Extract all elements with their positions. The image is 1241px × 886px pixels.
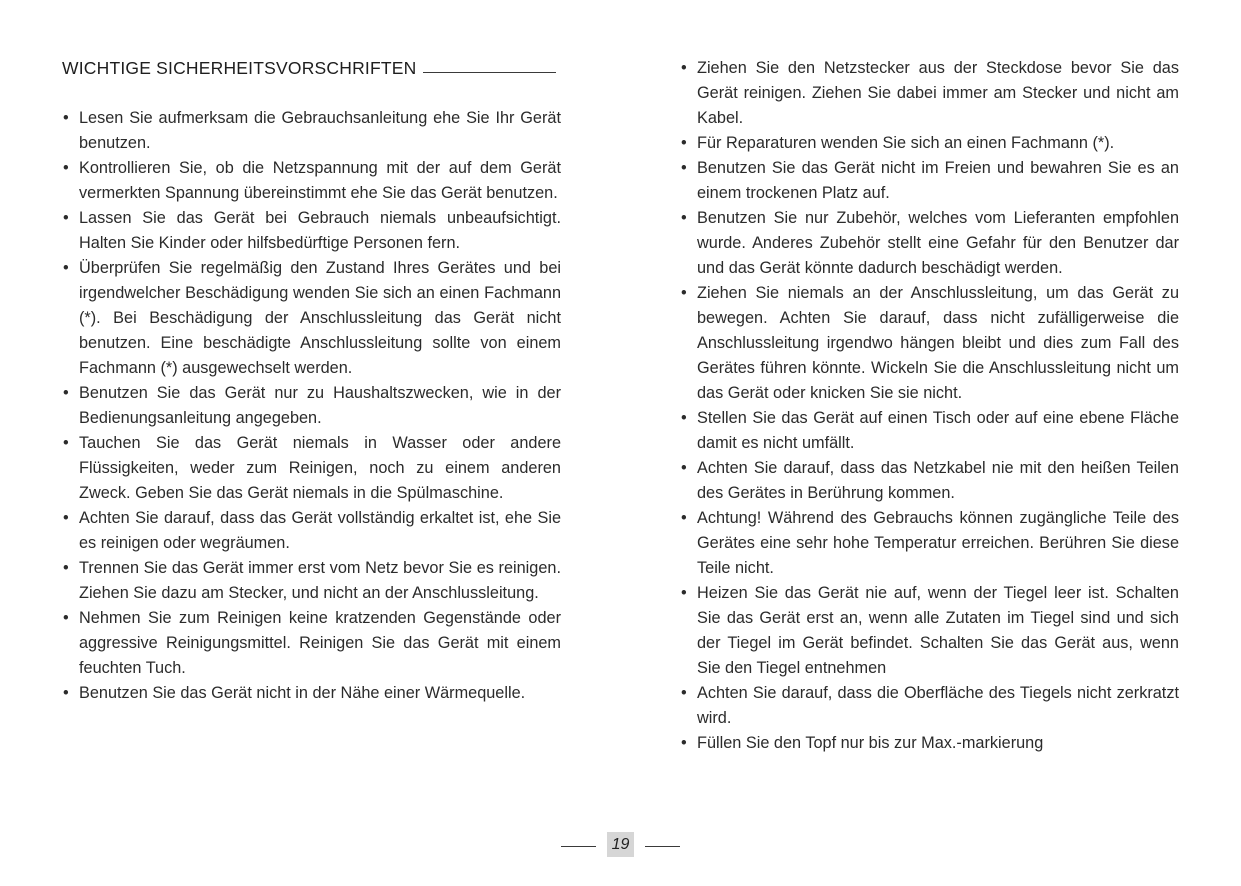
list-item: • Benutzen Sie das Gerät nicht im Freien und bewahren Sie es an einem trockenen Platz auf. — [680, 156, 1179, 206]
list-item: • Benutzen Sie nur Zubehör, welches vom Lieferanten empfohlen wurde. Anderes Zubehör stellt eine Gefahr für den Benutzer dar und das Gerät könnte dadurch beschädigt werden. — [680, 206, 1179, 281]
list-item: • Tauchen Sie das Gerät niemals in Wasser oder andere Flüssigkeiten, weder zum Reinigen, noch zu einem anderen Zweck. Geben Sie das Gerät niemals in die Spülmaschine. — [62, 431, 561, 506]
footer-rule-left — [561, 846, 596, 847]
list-item: • Benutzen Sie das Gerät nur zu Haushaltszwecken, wie in der Bedienungsanleitung angegeben. — [62, 381, 561, 431]
list-item: • Trennen Sie das Gerät immer erst vom Netz bevor Sie es reinigen. Ziehen Sie dazu am Stecker, und nicht an der Anschlussleitung. — [62, 556, 561, 606]
title-underline — [423, 72, 556, 73]
page-title: WICHTIGE SICHERHEITSVORSCHRIFTEN — [62, 58, 417, 78]
list-item: • Kontrollieren Sie, ob die Netzspannung mit der auf dem Gerät vermerkten Spannung übereinstimmt ehe Sie das Gerät benutzen. — [62, 156, 561, 206]
list-item: • Nehmen Sie zum Reinigen keine kratzenden Gegenstände oder aggressive Reinigungsmittel. Reinigen Sie das Gerät mit einem feuchten Tuch. — [62, 606, 561, 681]
list-item: • Lesen Sie aufmerksam die Gebrauchsanleitung ehe Sie Ihr Gerät benutzen. — [62, 106, 561, 156]
list-item: • Achten Sie darauf, dass die Oberfläche des Tiegels nicht zerkratzt wird. — [680, 681, 1179, 731]
list-item: • Ziehen Sie niemals an der Anschlussleitung, um das Gerät zu bewegen. Achten Sie darauf, dass nicht zufälligerweise die Anschlussleitung irgendwo hängen bleibt und dies zum Fall des Gerätes führen könnte. Wickeln Sie die Anschlussleitung nicht um das Gerät oder knicken Sie sie nicht. — [680, 281, 1179, 406]
list-item: • Ziehen Sie den Netzstecker aus der Steckdose bevor Sie das Gerät reinigen. Ziehen Sie dabei immer am Stecker und nicht am Kabel. — [680, 56, 1179, 131]
page-number: 19 — [607, 832, 634, 857]
list-item: • Für Reparaturen wenden Sie sich an einen Fachmann (*). — [680, 131, 1179, 156]
safety-list-right — [680, 56, 1179, 756]
list-item: • Benutzen Sie das Gerät nicht in der Nähe einer Wärmequelle. — [62, 681, 561, 706]
footer-rule-right — [645, 846, 680, 847]
list-item: • Füllen Sie den Topf nur bis zur Max.-markierung — [680, 731, 1179, 756]
list-item: • Stellen Sie das Gerät auf einen Tisch oder auf eine ebene Fläche damit es nicht umfällt. — [680, 406, 1179, 456]
list-item: • Achten Sie darauf, dass das Netzkabel nie mit den heißen Teilen des Gerätes in Berührung kommen. — [680, 456, 1179, 506]
list-item: • Heizen Sie das Gerät nie auf, wenn der Tiegel leer ist. Schalten Sie das Gerät erst an, wenn alle Zutaten im Tiegel sind und sich der Tiegel im Gerät befindet. Schalten Sie das Gerät aus, wenn Sie den Tiegel entnehmen — [680, 581, 1179, 681]
list-item: • Achtung! Während des Gebrauchs können zugängliche Teile des Gerätes eine sehr hohe Temperatur erreichen. Berühren Sie diese Teile nicht. — [680, 506, 1179, 581]
list-item: • Lassen Sie das Gerät bei Gebrauch niemals unbeaufsichtigt. Halten Sie Kinder oder hilfsbedürftige Personen fern. — [62, 206, 561, 256]
list-item: • Überprüfen Sie regelmäßig den Zustand Ihres Gerätes und bei irgendwelcher Beschädigung wenden Sie sich an einen Fachmann (*). Bei Beschädigung der Anschlussleitung das Gerät nicht benutzen. Eine beschädigte Anschlussleitung sollte von einem Fachmann (*) ausgewechselt werden. — [62, 256, 561, 381]
list-item: • Achten Sie darauf, dass das Gerät vollständig erkaltet ist, ehe Sie es reinigen oder wegräumen. — [62, 506, 561, 556]
safety-list-left — [62, 106, 561, 706]
